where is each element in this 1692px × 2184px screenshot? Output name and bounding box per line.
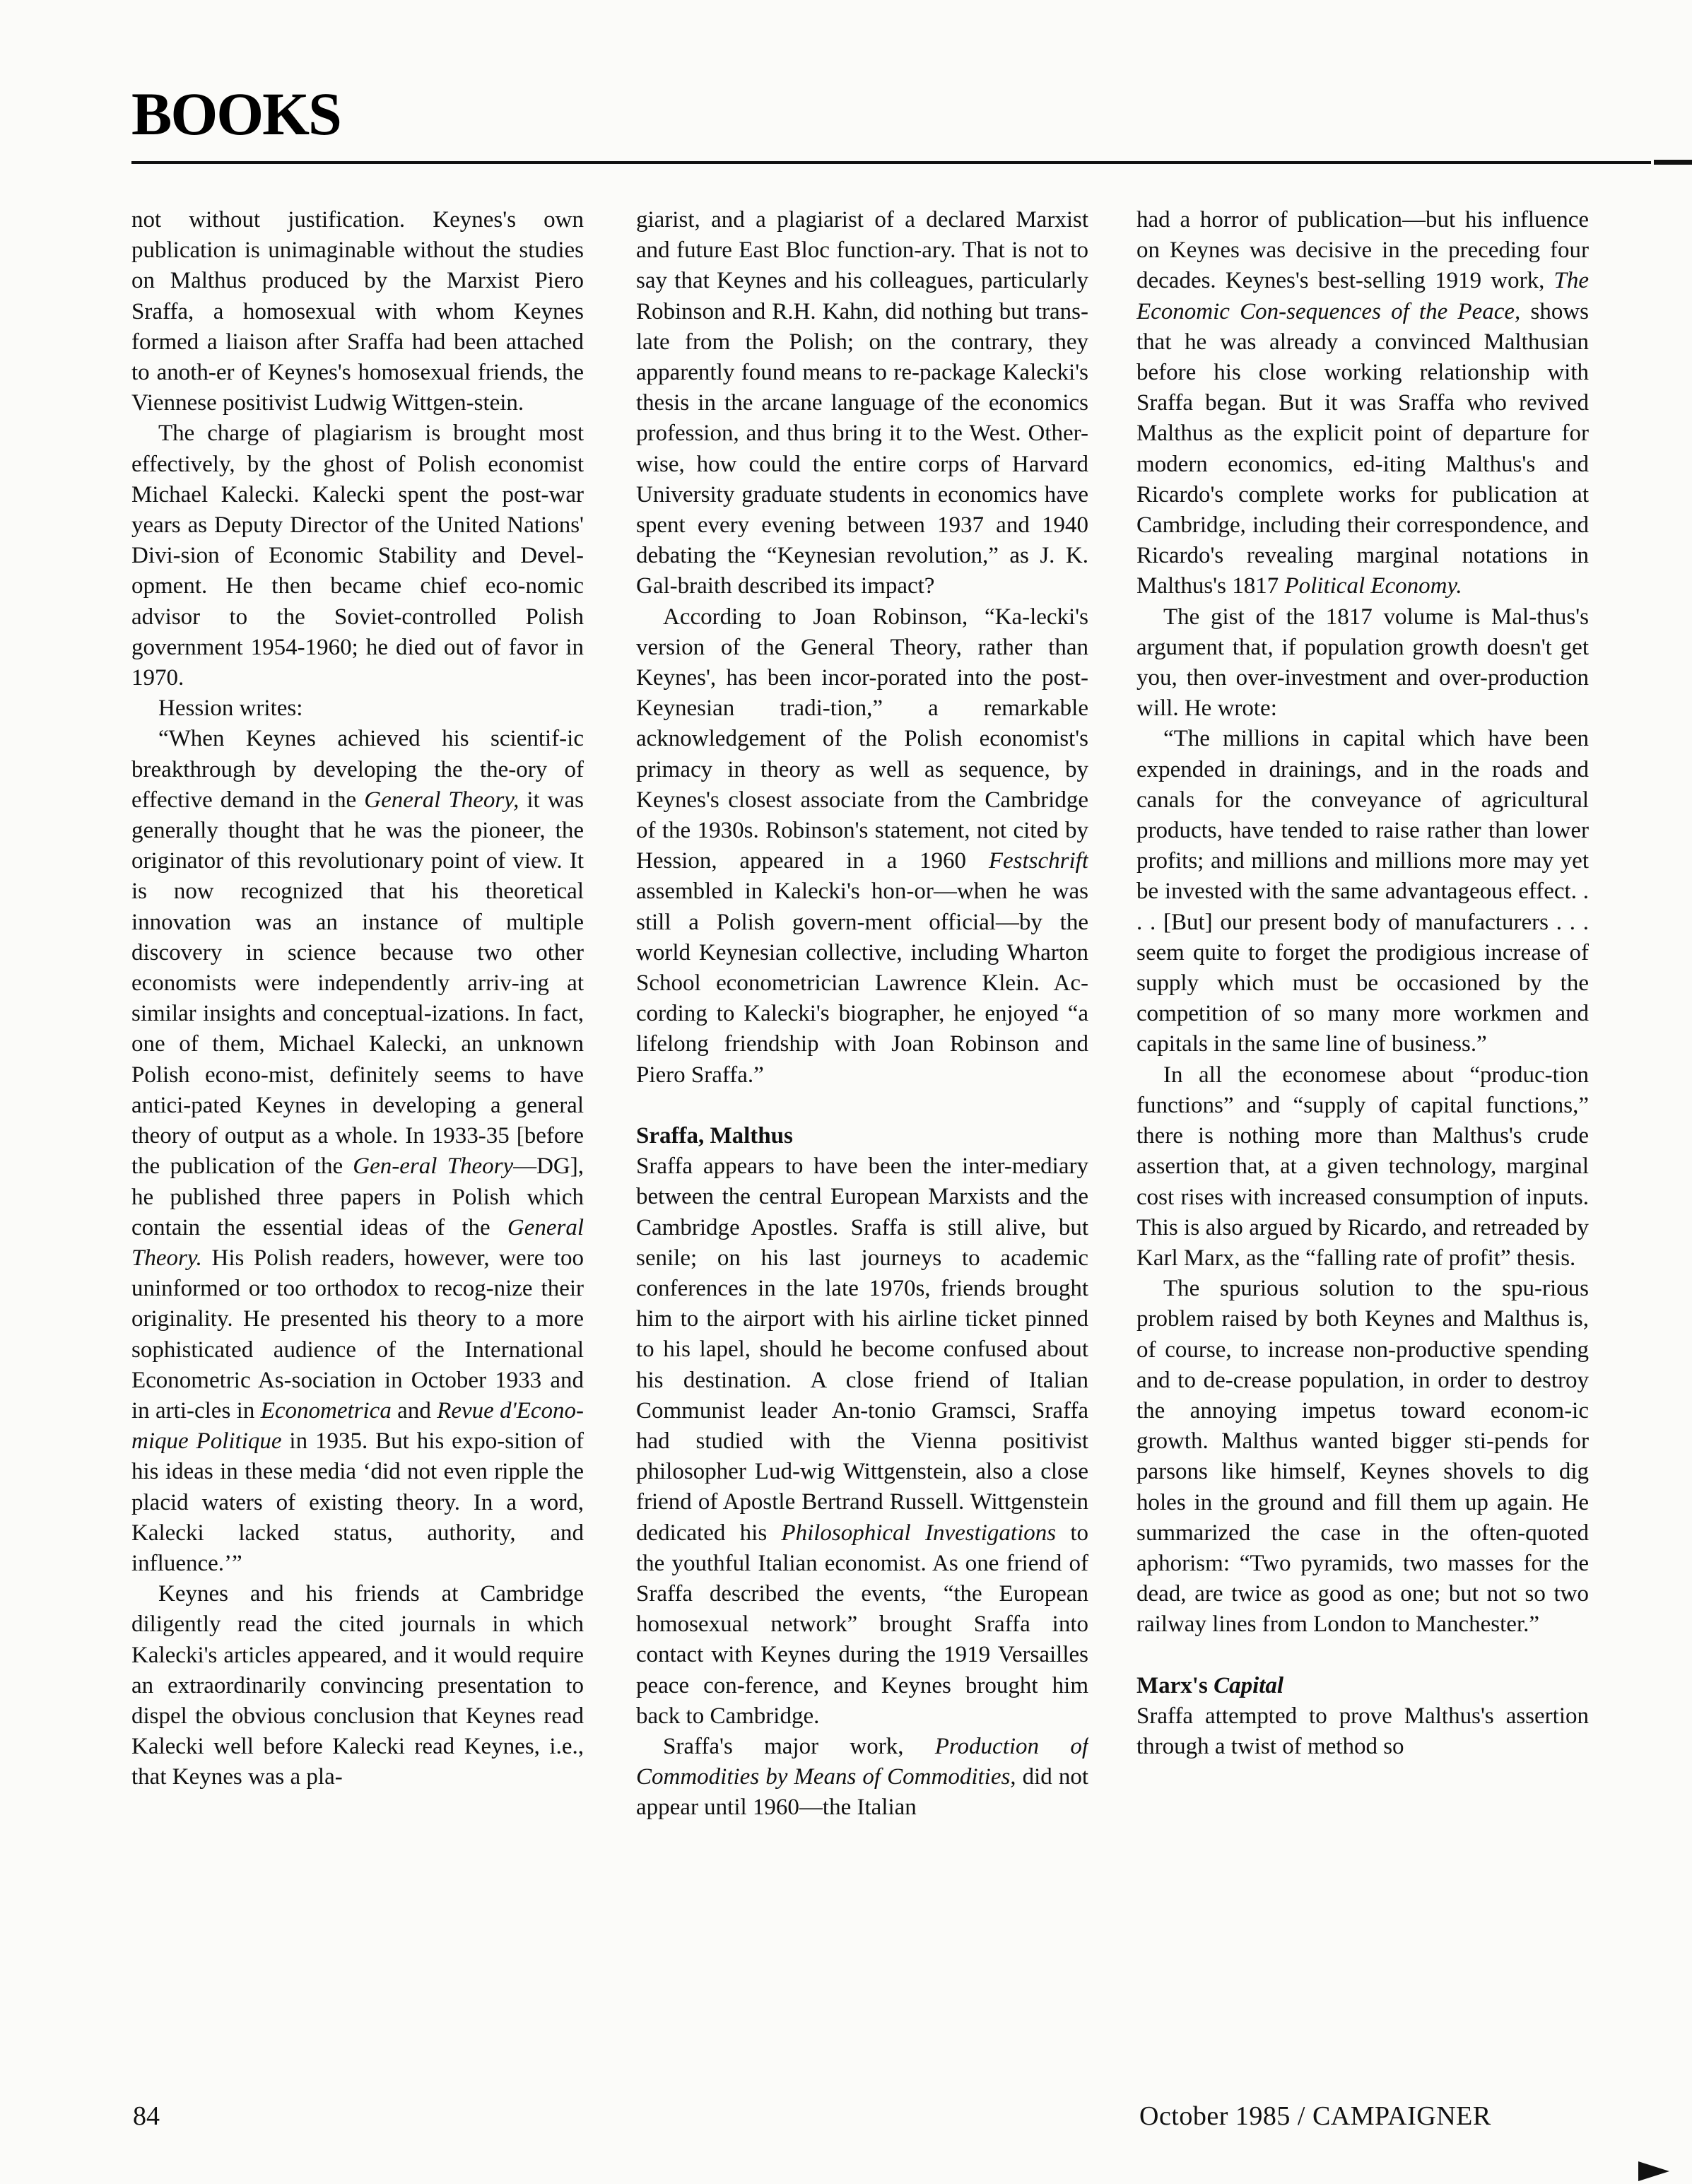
text-column-2 [636, 205, 1088, 2099]
corner-arrow-icon [1638, 2161, 1669, 2181]
page-number: 84 [133, 2101, 160, 2131]
paragraph: giarist, and a plagiarist of a declared Marxist and future East Bloc function-ary. That is not to say that Keynes and his colleagues, particularly Robinson and R.H. Kahn, did nothing but trans-late from the Polish; on the contrary, they apparently found means to re-package Kalecki's thesis in the arcane language of the economics profession, and thus bring it to the West. Other-wise, how could the entire corps of Harvard University graduate students in economics have spent every evening between 1937 and 1940 debating the “Keynesian revolution,” as J. K. Gal-braith described its impact? [636, 207, 1088, 599]
subheading: Marx's Capital [1136, 1672, 1284, 1698]
paragraph: not without justification. Keynes's own publication is unimaginable without the studies on Malthus produced by the Marxist Piero Sraffa, a homosexual with whom Keynes formed a liaison after Sraffa had been attached to anoth-er of Keynes's homosexual friends, the Viennese positivist Ludwig Wittgen-stein. [131, 207, 584, 416]
paragraph: had a horror of publication—but his influence on Keynes was decisive in the preceding four decades. Keynes's best-selling 1919 work, The Economic Con-sequences of the Peace, shows that he was already a convinced Malthusian before his close working relationship with Sraffa began. But it was Sraffa who revived Malthus as the explicit point of departure for modern economics, ed-iting Malthus's and Ricardo's complete works for publication at Cambridge, including their correspondence, and Ricardo's revealing marginal notations in Malthus's 1817 Political Economy. [1136, 207, 1589, 599]
paragraph: Sraffa appears to have been the inter-mediary between the central European Marxists and the Cambridge Apostles. Sraffa is still alive, but senile; on his last journeys to academic conferences in the late 1970s, friends brought him to the airport with his airline ticket pinned to his lapel, should he become confused about his destination. A close friend of Italian Communist leader An-tonio Gramsci, Sraffa had studied with the Vienna positivist philosopher Lud-wig Wittgenstein, also a close friend of Apostle Bertrand Russell. Wittgenstein dedicated his Philosophical Investigations to the youthful Italian economist. As one friend of Sraffa described the events, “the European homosexual network” brought Sraffa into contact with Keynes during the 1919 Versailles peace con-ference, and Keynes brought him back to Cambridge. [636, 1153, 1088, 1729]
header-rule-tab [1654, 160, 1692, 165]
paragraph: The spurious solution to the spu-rious problem raised by both Keynes and Malthus is, of course, to increase non-productive spending and to de-crease population, in order to destroy the annoying impetus toward econom-ic growth. Malthus wanted bigger sti-pends for parsons like himself, Keynes shovels to dig holes in the ground and fill them up again. He summarized the case in the often-quoted aphorism: “Two pyramids, two masses for the dead, are twice as good as one; but not so two railway lines from London to Manchester.” [1136, 1276, 1589, 1638]
issue-line: October 1985 / CAMPAIGNER [1139, 2101, 1491, 2131]
paragraph: Sraffa attempted to prove Malthus's assertion through a twist of method so [1136, 1703, 1589, 1759]
paragraph: Hession writes: [158, 695, 303, 722]
paragraph: Sraffa's major work, Production of Commodities by Means of Commodities, did not appear until 1960—the Italian [636, 1733, 1088, 1821]
paragraph: The gist of the 1817 volume is Mal-thus's argument that, if population growth doesn't get you, then over-investment and over-production will. He wrote: [1136, 604, 1589, 722]
text-column-1 [131, 205, 584, 2099]
paragraph: The charge of plagiarism is brought most effectively, by the ghost of Polish economist Michael Kalecki. Kalecki spent the post-war years as Deputy Director of the United Nations' Divi-sion of Economic Stability and Devel-opment. He then became chief eco-nomic advisor to the Soviet-controlled Polish government 1954-1960; he died out of favor in 1970. [131, 421, 584, 691]
paragraph-spacer [636, 1091, 1088, 1121]
paragraph: Keynes and his friends at Cambridge diligently read the cited journals in which Kalecki's articles appeared, and it would require an extraordinarily convincing presentation to dispel the obvious conclusion that Keynes read Kalecki well before Kalecki read Keynes, i.e., that Keynes was a pla- [131, 1581, 584, 1790]
paragraph: In all the economese about “produc-tion functions” and “supply of capital functions,” there is nothing more than Malthus's crude assertion that, at a given technology, marginal cost rises with increased consumption of inputs. This is also argued by Ricardo, and retreaded by Karl Marx, as the “falling rate of profit” thesis. [1136, 1062, 1589, 1271]
text-column-3 [1136, 205, 1589, 2099]
paragraph: According to Joan Robinson, “Ka-lecki's version of the General Theory, rather than Keynes', has been incor-porated into the post-Keynesian tradi-tion,” a remarkable acknowledgement of the Polish economist's primacy in theory as well as sequence, by Keynes's closest associate from the Cambridge of the 1930s. Robinson's statement, not cited by Hession, appeared in a 1960 Festschrift assembled in Kalecki's hon-or—when he was still a Polish govern-ment official—by the world Keynesian collective, including Wharton School econometrician Lawrence Klein. Ac-cording to Kalecki's biographer, he enjoyed “a lifelong friendship with Joan Robinson and Piero Sraffa.” [636, 604, 1088, 1088]
paragraph: “The millions in capital which have been expended in drainings, and in the roads and canals for the conveyance of agricultural products, have tended to raise rather than lower profits; and millions and millions more may yet be invested with the same advantageous effect. . . . [But] our present body of manufacturers . . . seem quite to forget the prodigious increase of supply which must be occasioned by the competition of so many more workmen and capitals in the same line of business.” [1136, 726, 1589, 1057]
paragraph-spacer [1136, 1640, 1589, 1671]
section-title: BOOKS [131, 80, 341, 148]
paragraph: “When Keynes achieved his scientif-ic breakthrough by developing the the-ory of effective demand in the General Theory, it was generally thought that he was the pioneer, the originator of this revolutionary point of view. It is now recognized that his theoretical innovation was an instance of multiple discovery in science because two other economists were independently arriv-ing at similar insights and conceptual-izations. In fact, one of them, Michael Kalecki, an unknown Polish econo-mist, definitely seems to have antici-pated Keynes in developing a general theory of output as a whole. In 1933-35 [before the publication of the Gen-eral Theory—DG], he published three papers in Polish which contain the essential ideas of the General Theory. His Polish readers, however, were too uninformed or too orthodox to recog-nize their originality. He presented his theory to a more sophisticated audience of the International Econometric As-sociation in October 1933 and in arti-cles in Econometrica and Revue d'Econo-mique Politique in 1935. But his expo-sition of his ideas in these media ‘did not even ripple the placid waters of existing theory. In a word, Kalecki lacked status, authority, and influence.’” [131, 726, 584, 1576]
subheading: Sraffa, Malthus [636, 1122, 793, 1149]
header-rule [131, 161, 1651, 164]
